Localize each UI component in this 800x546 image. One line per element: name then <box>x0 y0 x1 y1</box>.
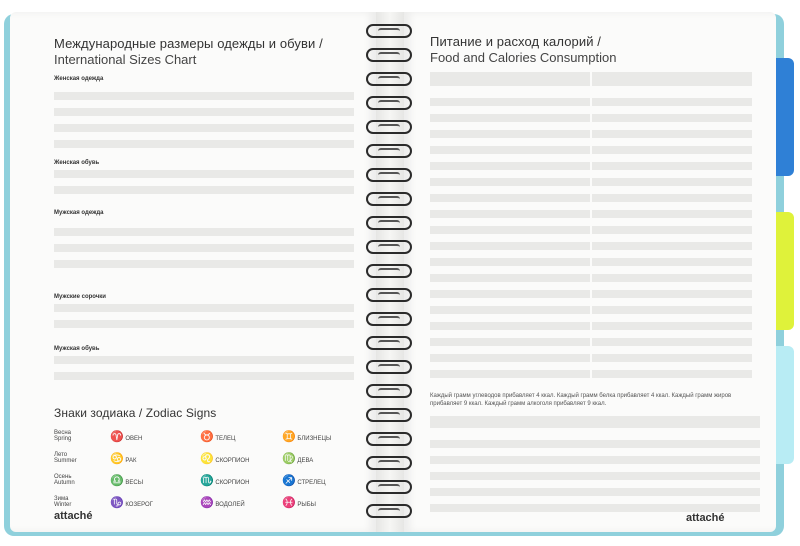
spiral-ring <box>366 96 412 110</box>
zodiac-title: Знаки зодиака / Zodiac Signs <box>54 406 217 420</box>
aquarius-icon: ♒ <box>200 497 214 509</box>
virgo-icon: ♍ <box>282 453 296 465</box>
aries-icon: ♈ <box>110 431 124 443</box>
section-mens-shirts: Мужские сорочки <box>54 294 106 300</box>
gemini-icon: ♊ <box>282 431 296 443</box>
spiral-ring <box>366 216 412 230</box>
section-mens-clothing: Мужская одежда <box>54 210 104 216</box>
spiral-ring <box>366 456 412 470</box>
spiral-ring <box>366 264 412 278</box>
leo-icon: ♌ <box>200 453 214 465</box>
spiral-ring <box>366 312 412 326</box>
calories-title-en: Food and Calories Consumption <box>430 50 617 65</box>
zodiac-season-label: Зима Winter <box>54 496 72 508</box>
brand-logo-left: attaché <box>54 510 93 522</box>
section-mens-shoes: Мужская обувь <box>54 346 100 352</box>
calories-note: Каждый грамм углеводов прибавляет 4 ккал. Каждый грамм белка прибавляет 4 ккал. Каждый грамм жиров прибавляет 9 ккал. Каждый грамм алкоголя прибавляет 9 ккал. <box>430 393 732 407</box>
section-womens-shoes: Женская обувь <box>54 160 100 166</box>
left-page <box>10 12 376 532</box>
zodiac-scorpio: ♏ СКОРПИОН <box>200 475 250 487</box>
spiral-ring <box>366 336 412 350</box>
spiral-ring <box>366 48 412 62</box>
spiral-ring <box>366 504 412 518</box>
spiral-ring <box>366 72 412 86</box>
divider-tab-aqua <box>774 346 794 464</box>
section-womens-clothing: Женская одежда <box>54 76 104 82</box>
brand-logo-right: attaché <box>686 512 725 524</box>
spiral-ring <box>366 144 412 158</box>
capricorn-icon: ♑ <box>110 497 124 509</box>
zodiac-taurus: ♉ ТЕЛЕЦ <box>200 431 236 443</box>
zodiac-aries: ♈ ОВЕН <box>110 431 143 443</box>
taurus-icon: ♉ <box>200 431 214 443</box>
spiral-ring <box>366 408 412 422</box>
scorpio-icon: ♏ <box>200 475 214 487</box>
spiral-ring <box>366 120 412 134</box>
sagittarius-icon: ♐ <box>282 475 296 487</box>
zodiac-virgo: ♍ ДЕВА <box>282 453 314 465</box>
divider-tab-blue <box>774 58 794 176</box>
zodiac-leo: ♌ СКОРПИОН <box>200 453 250 465</box>
spiral-ring <box>366 480 412 494</box>
cancer-icon: ♋ <box>110 453 124 465</box>
spiral-ring <box>366 192 412 206</box>
spiral-ring <box>366 384 412 398</box>
pisces-icon: ♓ <box>282 497 296 509</box>
zodiac-cancer: ♋ РАК <box>110 453 137 465</box>
sizes-title-en: International Sizes Chart <box>54 52 197 67</box>
zodiac-capricorn: ♑ КОЗЕРОГ <box>110 497 153 509</box>
spiral-ring <box>366 360 412 374</box>
zodiac-sagittarius: ♐ СТРЕЛЕЦ <box>282 475 326 487</box>
divider-tab-yellow <box>774 212 794 330</box>
zodiac-gemini: ♊ БЛИЗНЕЦЫ <box>282 431 332 443</box>
spiral-ring <box>366 168 412 182</box>
zodiac-season-label: Лето Summer <box>54 452 77 464</box>
right-page <box>404 12 776 532</box>
zodiac-season-label: Осень Autumn <box>54 474 75 486</box>
zodiac-pisces: ♓ РЫБЫ <box>282 497 316 509</box>
sizes-title-ru: Международные размеры одежды и обуви / <box>54 36 323 51</box>
zodiac-libra: ♎ ВЕСЫ <box>110 475 144 487</box>
calories-title-ru: Питание и расход калорий / <box>430 34 601 49</box>
spiral-ring <box>366 24 412 38</box>
zodiac-season-label: Весна Spring <box>54 430 72 442</box>
spiral-ring <box>366 288 412 302</box>
zodiac-aquarius: ♒ ВОДОЛЕЙ <box>200 497 245 509</box>
libra-icon: ♎ <box>110 475 124 487</box>
spiral-ring <box>366 432 412 446</box>
spiral-ring <box>366 240 412 254</box>
